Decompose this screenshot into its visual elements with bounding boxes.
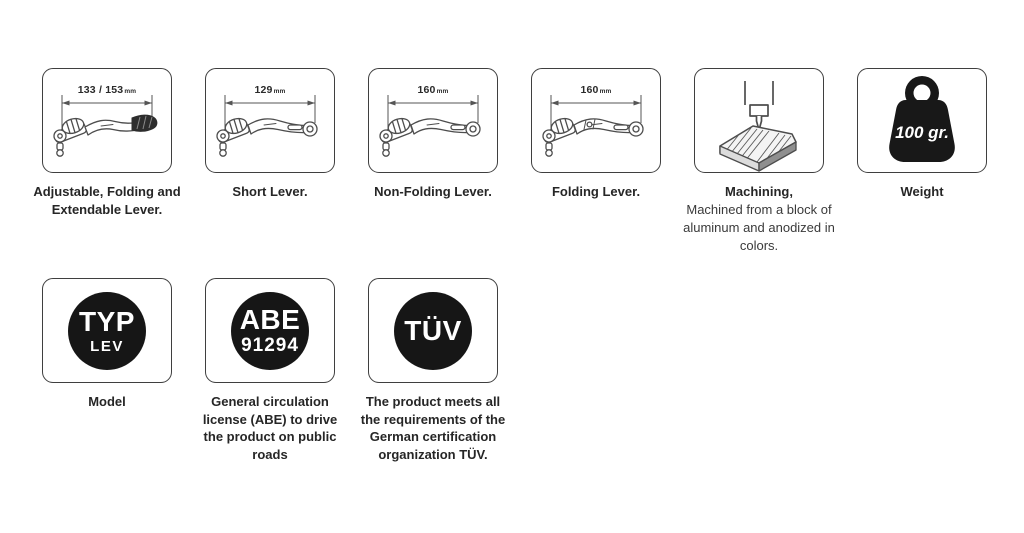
caption-title: Model	[88, 394, 126, 409]
feature-tuv-certification	[360, 278, 506, 463]
caption-title: Short Lever.	[232, 184, 308, 199]
feature-row-bottom	[42, 278, 506, 463]
dimension-arrow-left	[225, 101, 233, 106]
caption	[194, 393, 346, 463]
abe-badge	[231, 292, 309, 370]
dimension-value: 160	[417, 84, 436, 96]
dimension-value: 160	[580, 84, 599, 96]
caption-title: Non-Folding Lever.	[374, 184, 492, 199]
feature-short-lever	[205, 68, 335, 255]
dimension-label	[532, 84, 660, 98]
folding-lever-card	[531, 68, 661, 173]
caption	[31, 393, 183, 411]
dimension-arrow-left	[551, 101, 559, 106]
feature-machining	[683, 68, 835, 255]
caption	[357, 183, 509, 201]
hinge-pivot	[587, 122, 592, 127]
dimension-unit: mm	[273, 88, 286, 95]
adjustable-lever-card	[42, 68, 172, 173]
feature-abe-license	[202, 278, 338, 463]
caption	[194, 183, 346, 201]
handle-hole	[914, 85, 931, 102]
dimension-value: 133 / 153	[77, 84, 124, 96]
caption	[683, 183, 835, 255]
dimension-arrow-right	[471, 101, 479, 106]
non-folding-lever-card	[368, 68, 498, 173]
feature-folding-lever	[531, 68, 661, 255]
caption-title: Adjustable, Folding and Extendable Lever.	[33, 184, 181, 217]
caption	[846, 183, 998, 201]
lever-drawing	[54, 116, 134, 156]
dimension-unit: mm	[599, 88, 612, 95]
caption-title: Weight	[900, 184, 944, 199]
badge-text-number: 91294	[241, 335, 299, 356]
dimension-arrow-left	[62, 101, 70, 106]
dimension-label	[369, 84, 497, 98]
dimension-unit: mm	[436, 88, 449, 95]
milling-machine-icon	[695, 69, 823, 172]
lever-drawing	[217, 116, 317, 156]
caption	[31, 183, 183, 218]
spindle	[745, 81, 773, 130]
weight-value-label: 100 gr.	[895, 123, 949, 142]
dimension-arrow-left	[388, 101, 396, 106]
weight-card	[857, 68, 987, 173]
caption-title: Machining,	[725, 184, 793, 199]
badge-text-abe: ABE	[239, 304, 301, 335]
badge-text-tuv: TÜV	[404, 314, 462, 346]
dimension-label	[43, 84, 171, 98]
dimension-arrow-right	[145, 101, 153, 106]
feature-non-folding-lever	[368, 68, 498, 255]
tuv-card	[368, 278, 498, 383]
machining-card	[694, 68, 824, 173]
tuv-badge	[394, 292, 472, 370]
short-lever-card	[205, 68, 335, 173]
caption	[357, 393, 509, 463]
dimension-unit: mm	[124, 88, 137, 95]
abe-card	[205, 278, 335, 383]
lever-drawing	[380, 116, 480, 156]
dimension-value: 129	[254, 84, 273, 96]
dimension-arrow-right	[634, 101, 642, 106]
caption	[520, 183, 672, 201]
caption-title: Folding Lever.	[551, 184, 641, 199]
typ-lev-badge	[68, 292, 146, 370]
dimension-arrow-right	[308, 101, 316, 106]
badge-text-typ: TYP	[79, 305, 135, 337]
caption-title: General circulation license (ABE) to drive the product on public roads	[202, 394, 338, 462]
feature-adjustable-lever	[33, 68, 181, 255]
feature-weight	[857, 68, 987, 255]
feature-row-top	[33, 68, 987, 255]
caption-description: Machined from a block of aluminum and anodized in colors.	[683, 201, 835, 253]
badge-text-lev: LEV	[90, 337, 124, 355]
dimension-label	[206, 84, 334, 98]
caption-title: The product meets all the requirements of the German certification organization TÜV.	[360, 394, 506, 462]
lever-drawing	[543, 116, 643, 156]
feature-model	[42, 278, 172, 463]
kettlebell-weight-icon	[858, 69, 986, 172]
model-card	[42, 278, 172, 383]
